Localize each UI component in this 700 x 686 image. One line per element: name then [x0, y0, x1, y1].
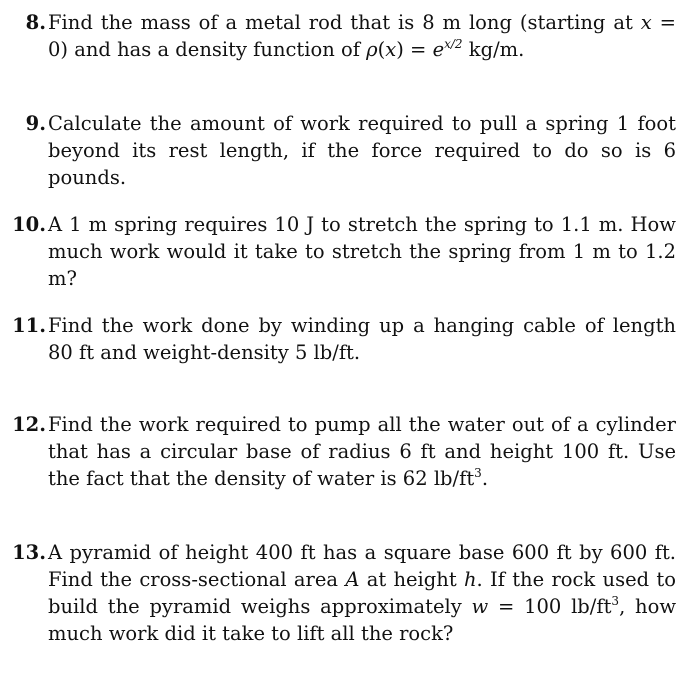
problem-number: 12.: [12, 413, 46, 436]
text-segment: Find the work required to pump all the water out of a cylinder that has a circular base of radius 6 ft and height 100 ft. Use the fact that the density of water is 62 lb/ft: [48, 413, 676, 490]
math-variable-A: A: [345, 568, 360, 591]
math-variable-w: w: [471, 595, 489, 618]
problem-text: [48, 9, 676, 63]
math-symbol-rho: ρ: [366, 38, 378, 61]
problem-text: A 1 m spring requires 10 J to stretch the spring to 1.1 m. How much work would it take to stretch the spring from 1 m to 1.2 m?: [48, 213, 676, 290]
problem-number: 11.: [12, 314, 46, 337]
math-variable-x: x: [640, 11, 652, 34]
problem-10: [8, 211, 676, 292]
text-segment: A pyramid of height 400 ft has a square base 600 ft by 600 ft. Find the cross-sectional area: [48, 541, 676, 591]
text-segment: = 0) and has a density function of: [48, 11, 677, 61]
problem-number: 8.: [25, 11, 46, 34]
text-segment: , how much work did it take to lift all the rock?: [48, 595, 677, 645]
problem-text: [48, 411, 676, 492]
problem-number: 13.: [12, 541, 46, 564]
problem-12: [8, 411, 676, 492]
text-segment: ) =: [396, 38, 433, 61]
math-variable-x: x: [385, 38, 397, 61]
text-segment: (: [377, 38, 386, 61]
text-segment: = 100 lb/ft: [488, 595, 612, 618]
math-base-e: e: [432, 38, 445, 61]
problem-11: [8, 312, 676, 366]
text-segment: . If the rock used to build the pyramid weighs approximately: [48, 568, 676, 618]
superscript: 3: [474, 466, 482, 480]
problem-13: [8, 539, 676, 647]
problem-number: 10.: [12, 213, 46, 236]
math-variable-h: h: [463, 568, 477, 591]
text-segment: kg/m.: [462, 38, 525, 61]
problem-text: Calculate the amount of work required to pull a spring 1 foot beyond its rest length, if the force required to do so is 6 pounds.: [48, 112, 676, 189]
problem-9: [8, 110, 676, 191]
problem-text: Find the work done by winding up a hanging cable of length 80 ft and weight-density 5 lb/ft.: [48, 314, 676, 364]
text-segment: at height: [359, 568, 464, 591]
problem-number: 9.: [25, 112, 46, 135]
superscript: 3: [611, 594, 620, 608]
math-exponent: x/2: [444, 37, 463, 51]
text-segment: Find the mass of a metal rod that is 8 m long (starting at: [48, 11, 641, 34]
problem-8: [8, 9, 676, 63]
text-segment: .: [481, 467, 489, 490]
problem-text: [48, 539, 676, 647]
